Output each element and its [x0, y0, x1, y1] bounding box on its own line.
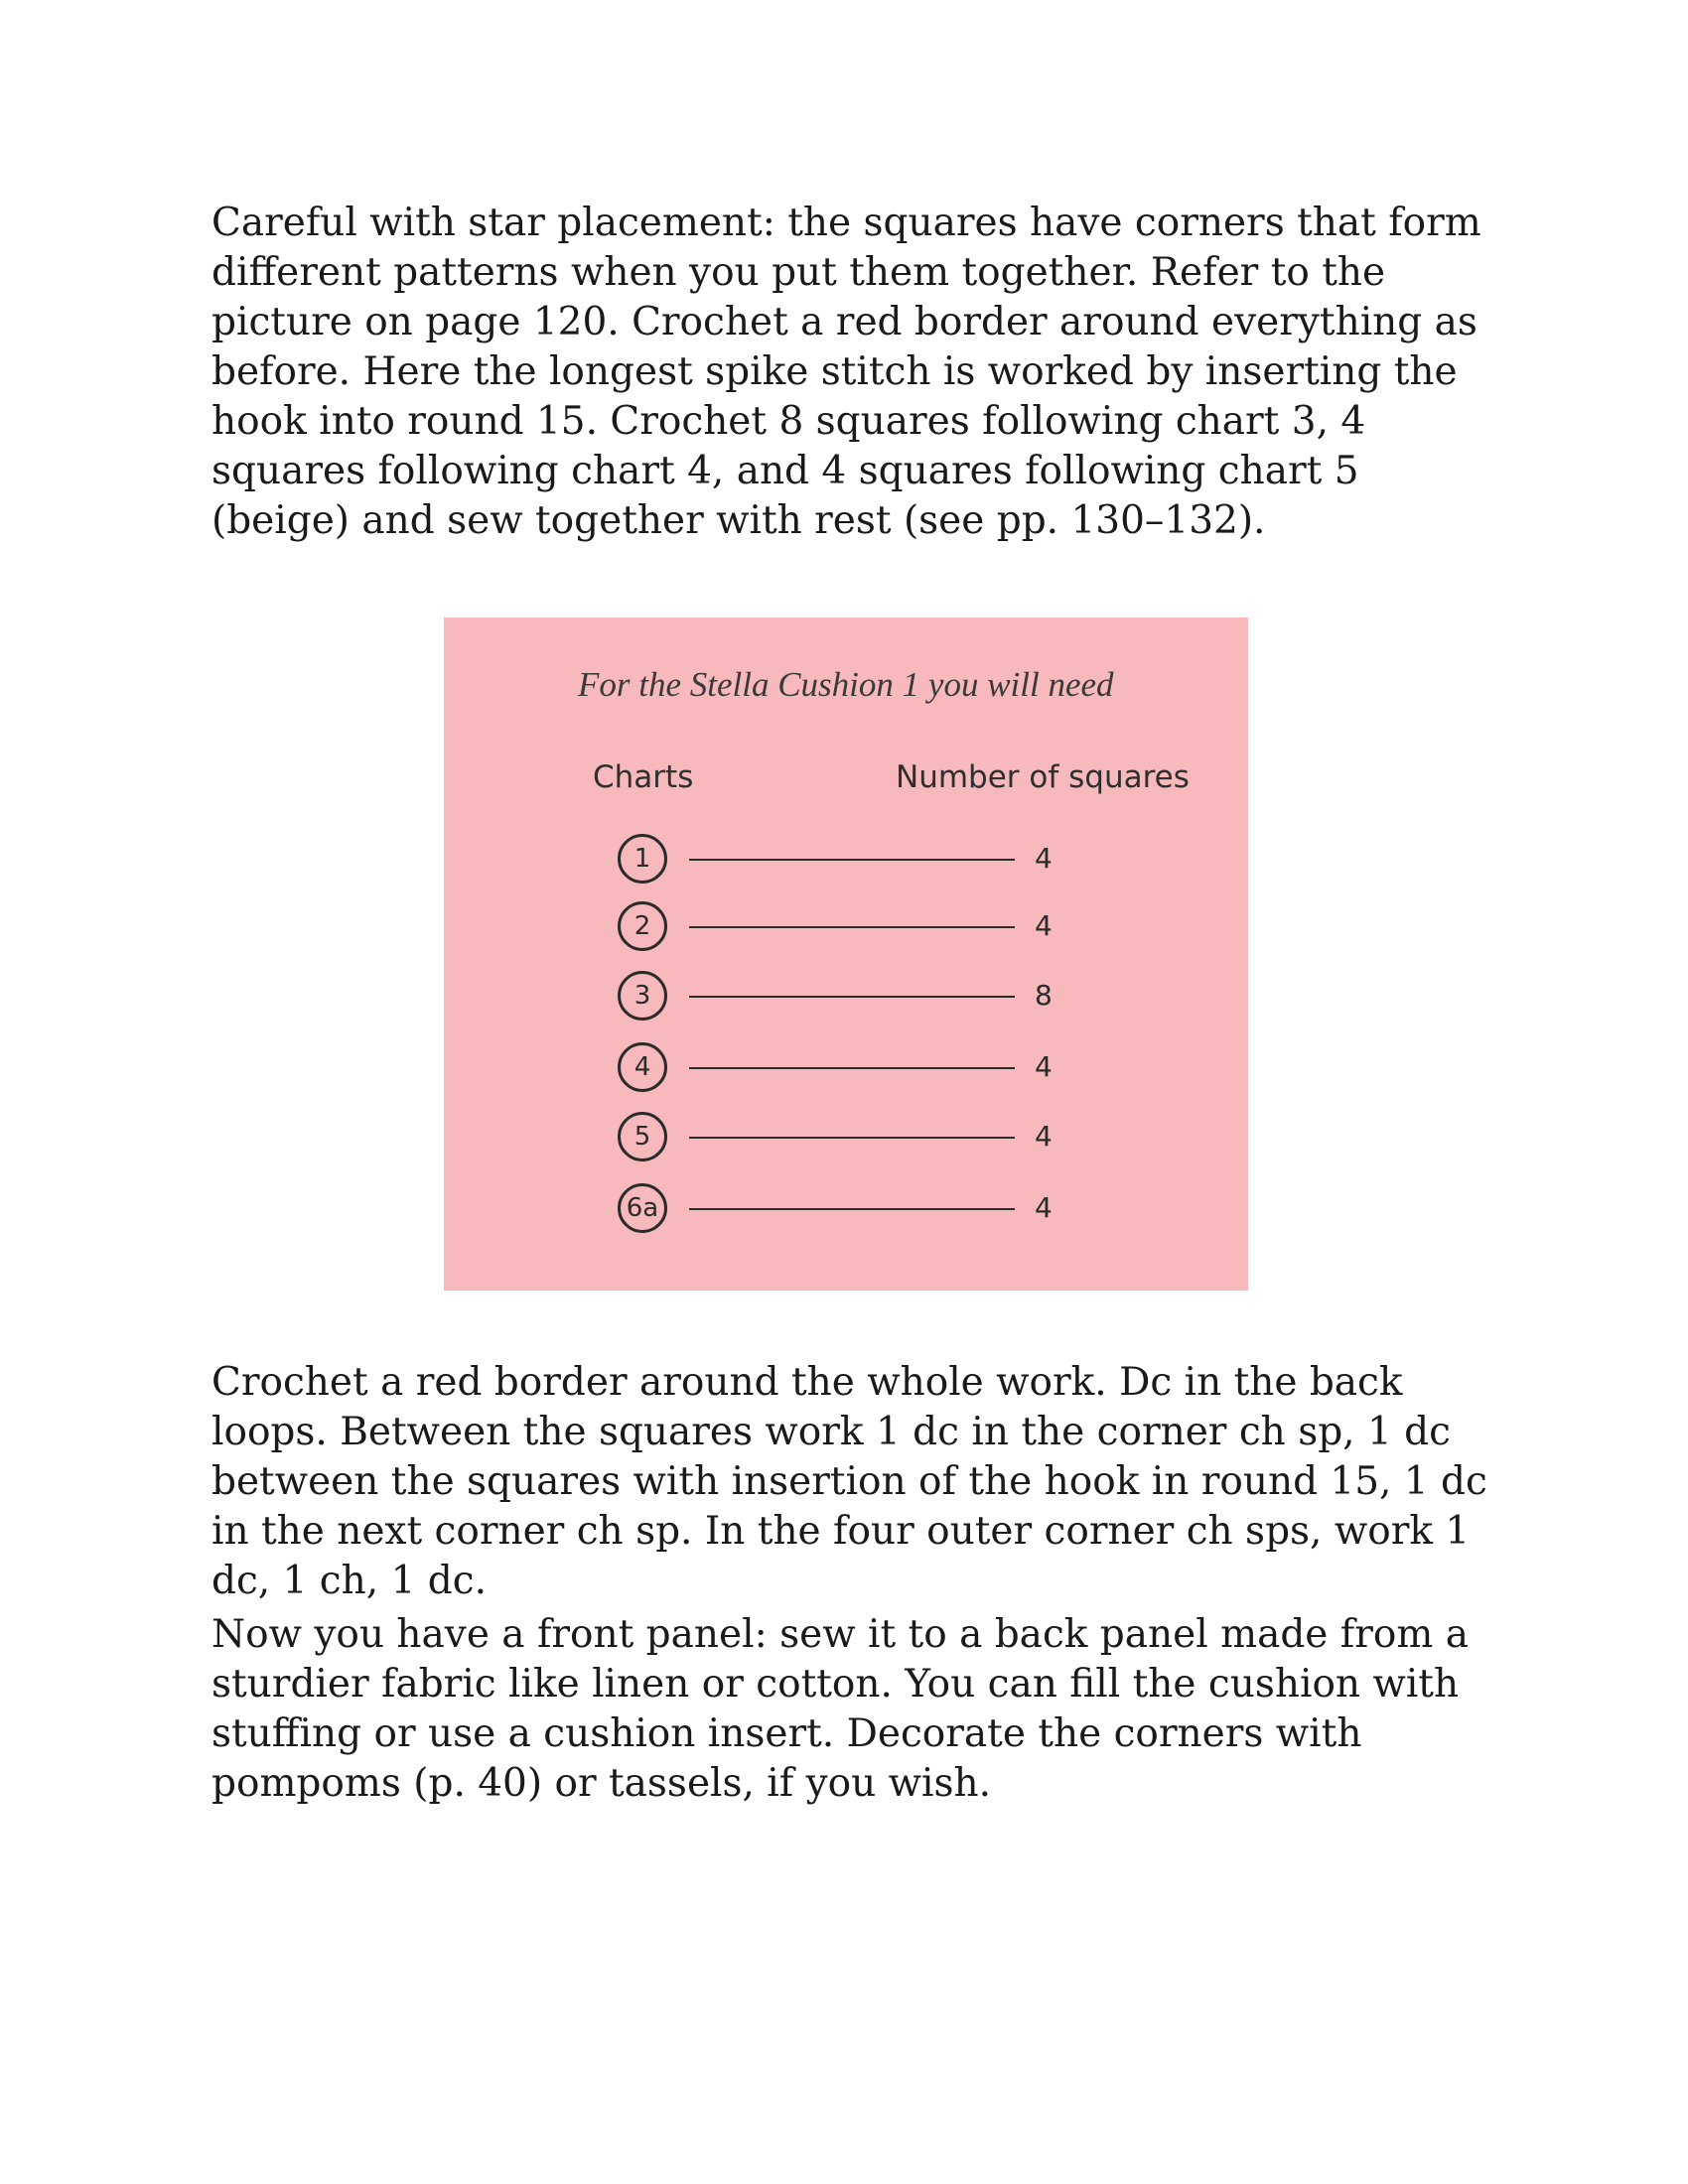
chart-row [618, 901, 1055, 957]
requirements-box [444, 617, 1248, 1291]
chart-number-badge: 5 [618, 1112, 667, 1161]
squares-count: 4 [1035, 842, 1053, 875]
leader-line [689, 1067, 1015, 1069]
chart-row [618, 1183, 1055, 1239]
squares-count: 4 [1035, 909, 1053, 942]
chart-row [618, 1112, 1055, 1167]
intro-paragraph: Careful with star placement: the squares have corners that form different patterns when you put them together. Refer to the picture on page 120. Crochet a red border around everything as before. Here the longest spike stitch is worked by inserting the hook into round 15. Crochet 8 squares following chart 3, 4 squares following chart 4, and 4 squares following chart 5 (beige) and sew together with rest (see pp. 130–132). [211, 201, 1481, 543]
leader-line [689, 1137, 1015, 1139]
chart-number-badge: 6a [618, 1183, 667, 1233]
squares-count: 4 [1035, 1050, 1053, 1083]
border-paragraph: Crochet a red border around the whole work. Dc in the back loops. Between the squares work 1 dc in the corner ch sp, 1 dc between the squares with insertion of the hook in round 15, 1 dc in the next corner ch sp. In the four outer corner ch sps, work 1 dc, 1 ch, 1 dc. [211, 1360, 1487, 1603]
chart-number-badge: 2 [618, 901, 667, 951]
squares-count: 4 [1035, 1120, 1053, 1153]
leader-line [689, 926, 1015, 928]
chart-row [618, 971, 1055, 1026]
squares-count: 8 [1035, 979, 1053, 1012]
charts-column-header: Charts [593, 759, 694, 795]
box-title: For the Stella Cushion 1 you will need [578, 665, 1114, 704]
chart-number-badge: 3 [618, 971, 667, 1021]
leader-line [689, 859, 1015, 861]
leader-line [689, 996, 1015, 998]
chart-row [618, 1042, 1055, 1098]
leader-line [689, 1208, 1015, 1210]
squares-count: 4 [1035, 1191, 1053, 1224]
chart-row [618, 834, 1055, 889]
chart-number-badge: 1 [618, 834, 667, 884]
squares-column-header: Number of squares [896, 759, 1190, 795]
finishing-paragraph: Now you have a front panel: sew it to a back panel made from a sturdier fabric like linen or cotton. You can fill the cushion with stuffing or use a cushion insert. Decorate the corners with pompoms (p. 40) or tassels, if you wish. [211, 1612, 1469, 1806]
chart-number-badge: 4 [618, 1042, 667, 1092]
